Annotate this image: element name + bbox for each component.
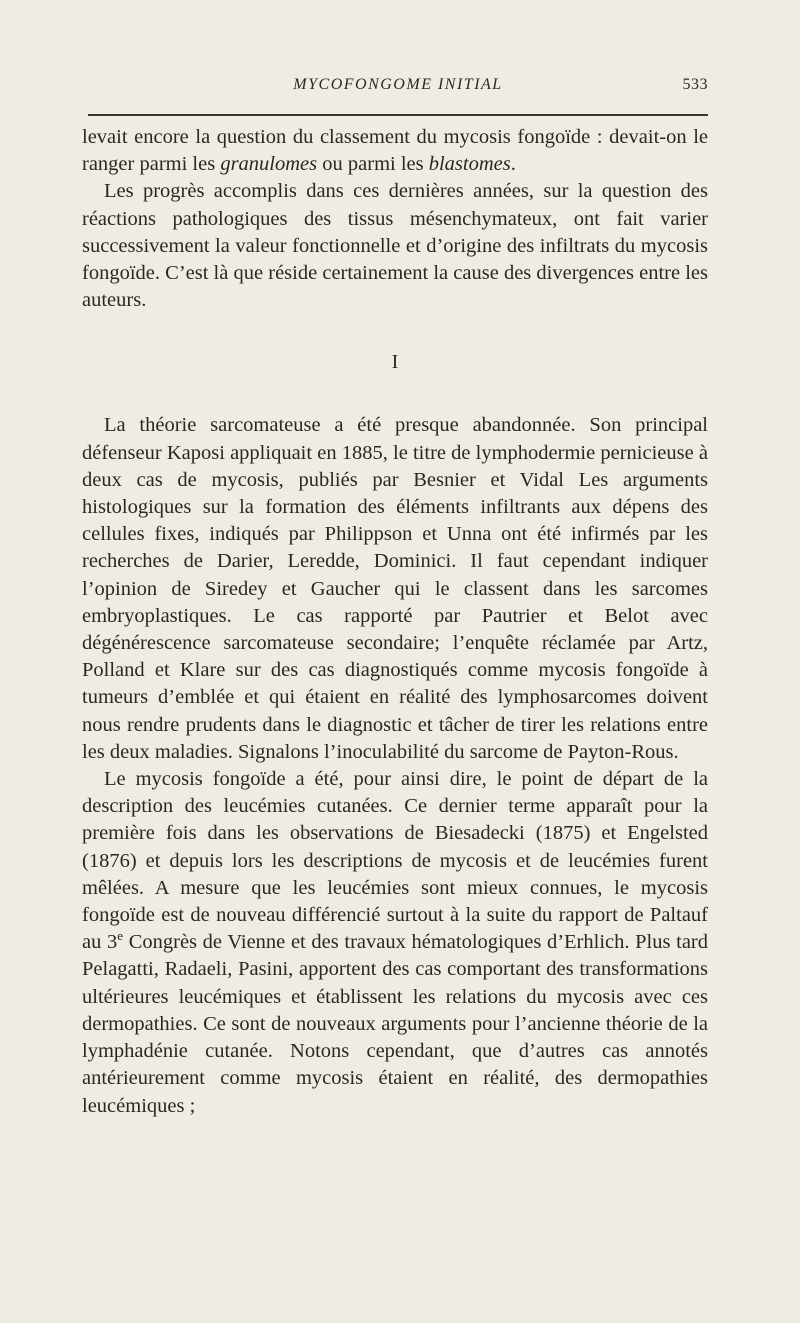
p1-italic-granulomes: granulomes [220, 153, 318, 176]
p1-text-middle: ou parmi les [317, 153, 429, 176]
paragraph-progres: Les progrès accomplis dans ces dernières années, sur la question des réactions pathologiques des tissus mésenchymateux, ont fait varier successivement la valeur fonctionnelle et d’origine des infiltrats du mycosis fongoïde. C’est là que réside certainement la cause des divergences entre les auteurs. [82, 180, 708, 312]
paragraph-leucemies [82, 766, 708, 1120]
header-rule [88, 114, 708, 116]
paragraph-continued [82, 124, 708, 178]
p1-italic-blastomes: blastomes [428, 153, 511, 176]
p4-text-start: Le mycosis fongoïde a été, pour ainsi dire, le point de départ de la description des leucémies cutanées. Ce dernier terme apparaît pour la première fois dans les observations de Biesadecki (1875) et Engelsted (1876) et depuis lors les descriptions de mycosis et de leucémies furent mêlées. A mesure que les leucémies sont mieux connues, le mycosis fongoïde est de nouveau différencié surtout à la suite du rapport de Paltauf au 3 [82, 768, 708, 954]
p1-text-start: levait encore la question du classement du mycosis fongoïde : devait-on le ranger parmi les [82, 126, 708, 176]
p1-text-end: . [510, 153, 516, 176]
p4-text-end: Congrès de Vienne et des travaux hématologiques d’Erhlich. Plus tard Pelagatti, Radaeli, Pasini, apportent des cas comportant des transformations ultérieures leucémiques et établissent les relations du mycosis avec ces dermopathies. Ce sont de nouveaux arguments pour l’ancienne théorie de la lymphadénie cutanée. Notons cependant, que d’autres cas annotés antérieurement comme mycosis étaient en réalité, des dermopathies leucémiques ; [82, 931, 709, 1117]
running-title: MYCOFONGOME INITIAL [293, 76, 503, 93]
body-text [82, 124, 708, 1120]
p4-superscript: e [117, 928, 124, 944]
page-number: 533 [682, 76, 708, 93]
paragraph-theorie-sarcomateuse: La théorie sarcomateuse a été presque abandonnée. Son principal défenseur Kaposi appliquait en 1885, le titre de lymphodermie pernicieuse à deux cas de mycosis, publiés par Besnier et Vidal Les arguments histologiques sur la formation des éléments infiltrants aux dépens des cellules fixes, indiqués par Philippson et Unna ont été infirmés par les recherches de Darier, Leredde, Dominici. Il faut cependant indiquer l’opinion de Siredey et Gaucher qui le classent dans les sarcomes embryoplastiques. Le cas rapporté par Pautrier et Belot avec dégénérescence sarcomateuse secondaire; l’enquête réclamée par Artz, Polland et Klare sur des cas diagnostiqués comme mycosis fongoïde à tumeurs d’emblée et qui étaient en réalité des lymphosarcomes doivent nous rendre prudents dans le diagnostic et tâcher de tirer les relations entre les deux maladies. Signalons l’inoculabilité du sarcome de Payton-Rous. [82, 414, 708, 763]
section-heading: I [391, 351, 399, 374]
page-header [88, 76, 708, 102]
